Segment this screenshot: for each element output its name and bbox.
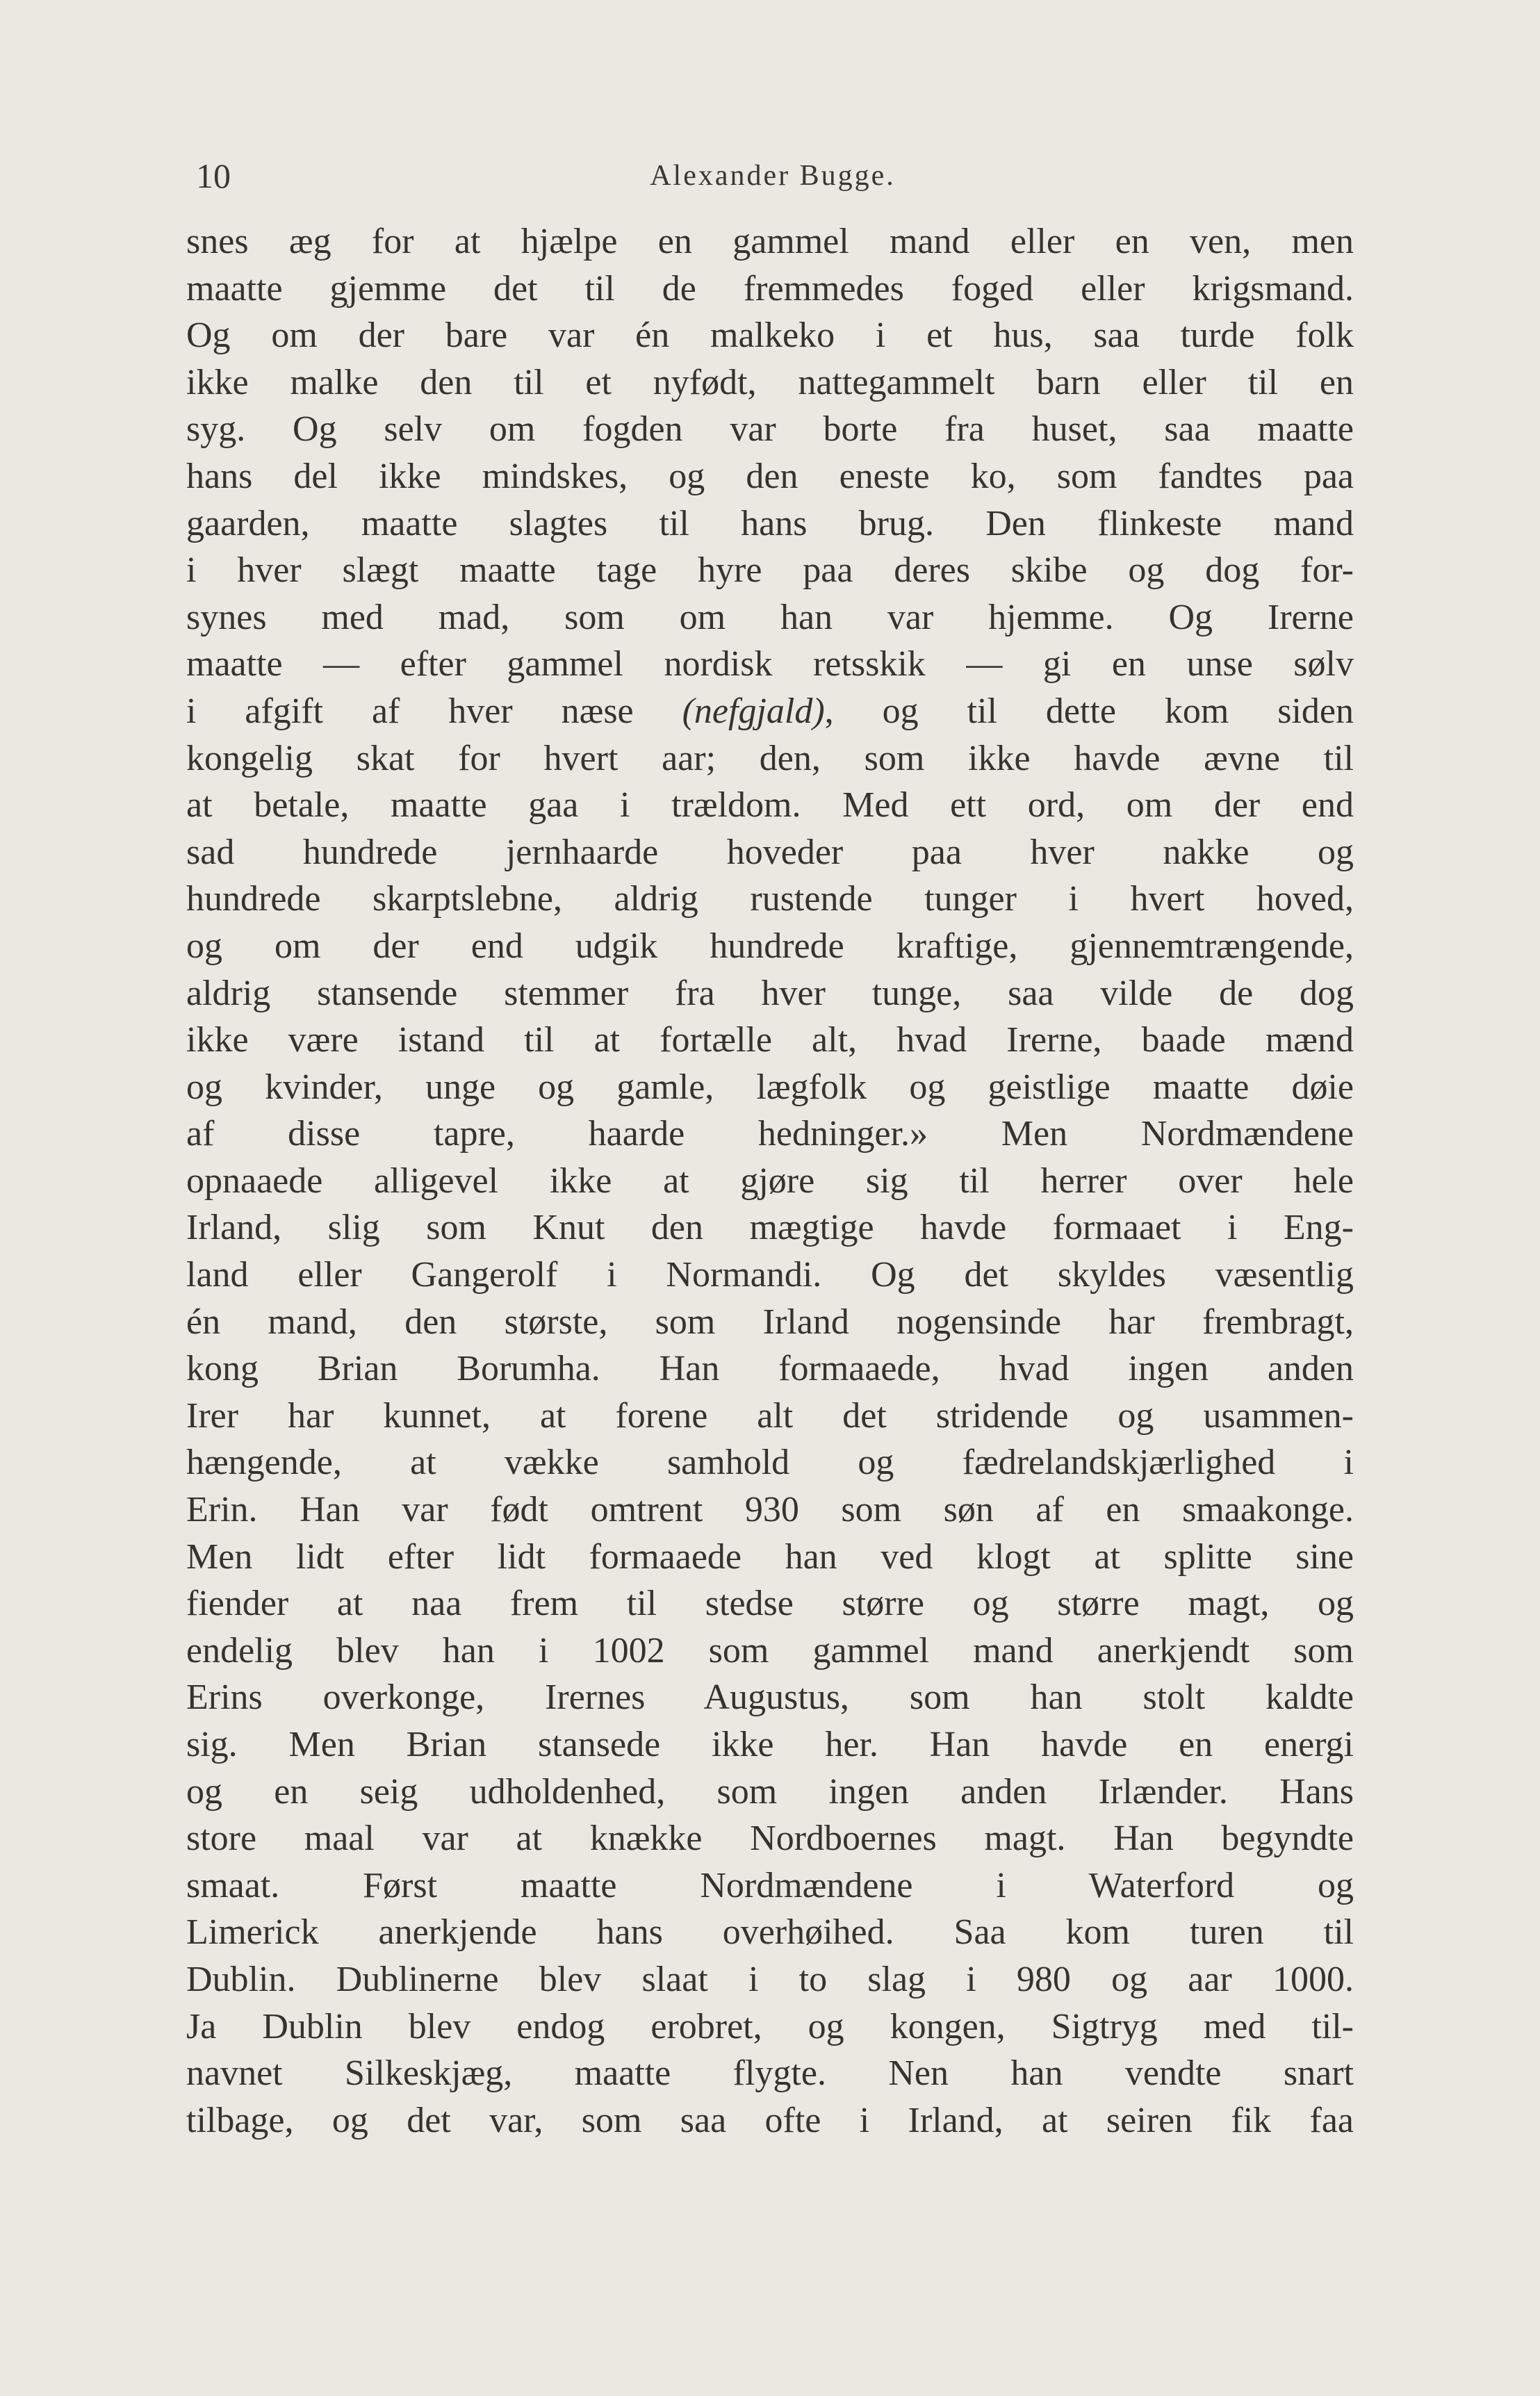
text-line: aldrig stansende stemmer fra hver tunge, saa vilde de dog (186, 973, 1354, 1013)
text-line: navnet Silkeskjæg, maatte flygte. Nen han vendte snart (186, 2053, 1354, 2094)
text-line: i hver slægt maatte tage hyre paa deres skibe og dog for- (186, 550, 1354, 591)
text-line: kongelig skat for hvert aar; den, som ikke havde ævne til (186, 738, 1354, 778)
text-line: opnaaede alligevel ikke at gjøre sig til herrer over hele (186, 1160, 1354, 1201)
text-line: ikke være istand til at fortælle alt, hvad Irerne, baade mænd (186, 1020, 1354, 1060)
text-line: sad hundrede jernhaarde hoveder paa hver nakke og (186, 832, 1354, 872)
text-line: synes med mad, som om han var hjemme. Og Irerne (186, 597, 1354, 637)
text-line: og en seig udholdenhed, som ingen anden Irlænder. Hans (186, 1771, 1354, 1812)
text-line: land eller Gangerolf i Normandi. Og det skyldes væsentlig (186, 1255, 1354, 1295)
text-line: snes æg for at hjælpe en gammel mand eller en ven, men (186, 222, 1354, 261)
text-line: hundrede skarptslebne, aldrig rustende tunger i hvert hoved, (186, 879, 1354, 919)
text-line: gaarden, maatte slagtes til hans brug. Den flinkeste mand (186, 503, 1354, 543)
text-line: at betale, maatte gaa i trældom. Med ett ord, om der end (186, 785, 1354, 826)
text-line: smaat. Først maatte Nordmændene i Waterford og (186, 1865, 1354, 1905)
text-line: endelig blev han i 1002 som gammel mand anerkjendt som (186, 1630, 1354, 1671)
body-text (186, 218, 1354, 2144)
text-line: og kvinder, unge og gamle, lægfolk og geistlige maatte døie (186, 1067, 1354, 1107)
italic-term: (nefgjald) (682, 691, 825, 731)
text-line: Dublin. Dublinerne blev slaat i to slag i 980 og aar 1000. (186, 1959, 1354, 1999)
text-fragment: , og til dette kom siden (824, 691, 1354, 731)
page-header (196, 151, 1350, 200)
text-line: sig. Men Brian stansede ikke her. Han havde en energi (186, 1725, 1354, 1764)
text-line: Men lidt efter lidt formaaede han ved klogt at splitte sine (186, 1536, 1354, 1577)
text-line: Erin. Han var født omtrent 930 som søn af en smaakonge. (186, 1490, 1354, 1530)
page-number: 10 (196, 156, 231, 195)
text-line: store maal var at knække Nordboernes magt. Han begyndte (186, 1819, 1354, 1859)
text-line: én mand, den største, som Irland nogensinde har frembragt, (186, 1302, 1354, 1342)
text-line: Ja Dublin blev endog erobret, og kongen, Sigtryg med til- (186, 2006, 1354, 2046)
text-line: Erins overkonge, Irernes Augustus, som han stolt kaldte (186, 1677, 1354, 1718)
text-line: maatte gjemme det til de fremmedes foged eller krigsmand. (186, 268, 1354, 309)
text-line: maatte — efter gammel nordisk retsskik — gi en unse sølv (186, 644, 1354, 684)
text-line: Limerick anerkjende hans overhøihed. Saa kom turen til (186, 1912, 1354, 1953)
text-line: syg. Og selv om fogden var borte fra huset, saa maatte (186, 409, 1354, 450)
text-line: Irer har kunnet, at forene alt det stridende og usammen- (186, 1395, 1354, 1436)
text-line: fiender at naa frem til stedse større og større magt, og (186, 1584, 1354, 1624)
text-line: kong Brian Borumha. Han formaaede, hvad ingen anden (186, 1349, 1354, 1389)
text-line: af disse tapre, haarde hedninger.» Men Nordmændene (186, 1114, 1354, 1154)
text-line: hans del ikke mindskes, og den eneste ko, som fandtes paa (186, 456, 1354, 496)
text-line: og om der end udgik hundrede kraftige, gjennemtrængende, (186, 926, 1354, 966)
text-line: Irland, slig som Knut den mægtige havde formaaet i Eng- (186, 1208, 1354, 1248)
text-line: Og om der bare var én malkeko i et hus, saa turde folk (186, 315, 1354, 356)
text-line-with-italic (186, 688, 1354, 735)
text-fragment: i afgift af hver næse (186, 691, 682, 731)
text-line: ikke malke den til et nyfødt, nattegammelt barn eller til en (186, 362, 1354, 402)
text-line: hængende, at vække samhold og fædrelandskjærlighed i (186, 1443, 1354, 1483)
text-line: tilbage, og det var, som saa ofte i Irland, at seiren fik faa (186, 2100, 1354, 2140)
running-head: Alexander Bugge. (650, 160, 896, 192)
